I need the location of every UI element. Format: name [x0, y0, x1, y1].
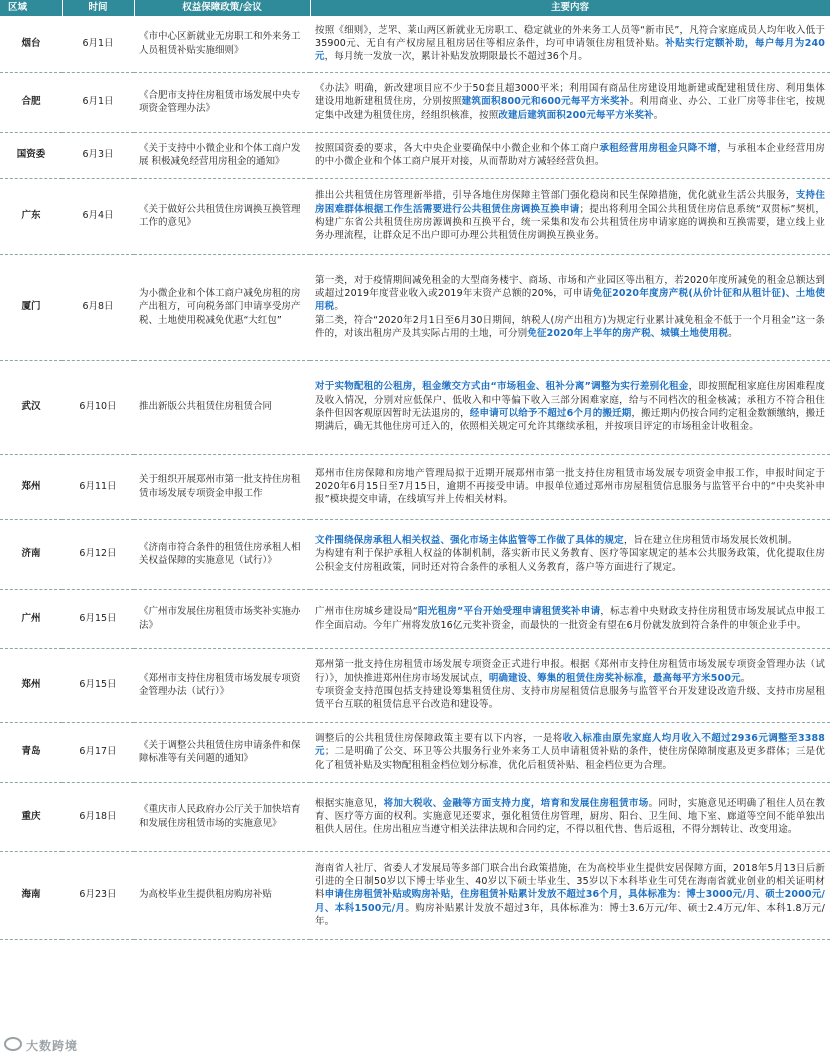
highlight-text: 支持住房困难群体根据工作生活需要进行公共租赁住房调换互换申请 [315, 190, 825, 215]
table-row [0, 178, 830, 254]
table-row [0, 519, 830, 589]
date-cell: 6月1日 [62, 16, 134, 72]
content-text: 。 [334, 301, 344, 313]
highlight-text: 改建后建筑面积200元每平方米奖补 [498, 109, 654, 121]
highlight-text: 将加大税收、金融等方面支持力度，培育和发展住房租赁市场 [383, 797, 649, 809]
content-cell [310, 454, 830, 519]
content-text: ，即按照配租家庭住房困难程度及收入情况，分别对应低保户、低收入和中等偏下收入三部分困难家庭，给与不同档次的租金核减；承租方不符合租住条件但因客观原因暂时无法退房的， [315, 381, 825, 419]
content-text: 根据实施意见， [315, 797, 384, 809]
content-text: 为构建有利于保护承租人权益的体制机制，落实新市民义务教育、医疗等国家规定的基本公共服务政策，优化提取住房公积金支付房租政策，同时还对符合条件的承租人义务教育，落户等方面进行了规定。 [315, 548, 825, 573]
content-text: ，与承租本企业经营用房的中小微企业和个体工商户展开对接，从而帮助对方减轻经营负担。 [315, 142, 825, 167]
date-cell: 6月10日 [62, 360, 134, 454]
content-text: 。 [653, 109, 664, 121]
table-row [0, 72, 830, 132]
content-cell [310, 178, 830, 254]
region-cell: 国资委 [0, 132, 62, 178]
highlight-text: 对于实物配租的公租房，租金缴交方式由“市场租金、租补分离”调整为实行差别化租金 [315, 381, 689, 393]
region-cell: 广州 [0, 589, 62, 648]
region-cell: 青岛 [0, 722, 62, 782]
content-cell [310, 16, 830, 72]
table-body [0, 16, 830, 939]
region-cell: 厦门 [0, 254, 62, 360]
date-cell: 6月23日 [62, 851, 134, 939]
highlight-text: 申请住房租赁补贴或购房补贴，住房租赁补贴累计发放不超过36个月，具体标准为：博士3000元/月、硕士2000元/月、本科1500元/月 [315, 889, 825, 914]
content-text: 广州市住房城乡建设局“ [315, 606, 418, 618]
region-cell: 重庆 [0, 782, 62, 851]
policy-cell: 推出新版公共租赁住房租赁合同 [134, 360, 310, 454]
highlight-text: 补贴实行定额补助，每户每月为240元 [315, 38, 825, 63]
content-cell [310, 722, 830, 782]
content-text: 调整后的公共租赁住房保障政策主要有以下内容，一是将 [315, 733, 563, 745]
highlight-text: 免征2020年上半年的房产税、城镇土地使用税 [527, 327, 729, 339]
policy-cell: 《郑州市支持住房租赁市场发展专项资金管理办法（试行）》 [134, 648, 310, 722]
table-row [0, 589, 830, 648]
policy-cell: 《重庆市人民政府办公厅关于加快培育和发展住房租赁市场的实施意见》 [134, 782, 310, 851]
content-text: 专项资金支持范围包括支持建设筹集租赁住房、支持市房屋租赁信息服务与监管平台开发建设改造升级、支持市房屋租赁平台互联的租赁信息平台改造和建设等。 [315, 686, 825, 711]
watermark-text: 大数跨境 [26, 1039, 79, 1053]
table-row [0, 16, 830, 72]
table-row [0, 851, 830, 939]
table-row [0, 782, 830, 851]
content-cell [310, 648, 830, 722]
highlight-text: 收入标准由原先家庭人均月收入不超过2936元调整至3388元 [315, 733, 825, 758]
date-cell: 6月12日 [62, 519, 134, 589]
content-text: 。购房补贴累计发放不超过3年，具体标准为：博士3.6万元/年、硕士2.4万元/年、本科1.8万元/年。 [315, 902, 825, 927]
region-cell: 广东 [0, 178, 62, 254]
highlight-text: 阳光租房”平台开始受理申请租赁奖补申请 [417, 606, 601, 618]
content-text: 郑州第一批支持住房租赁市场发展专项资金正式进行申报。根据《郑州市支持住房租赁市场发展专项资金管理办法（试行）》，加快推进郑州住房市场发展试点， [315, 659, 825, 684]
policy-cell: 为小微企业和个体工商户减免房租的房产出租方，可向税务部门申请享受房产税、土地使用税减免优惠“大红包” [134, 254, 310, 360]
date-cell: 6月15日 [62, 648, 134, 722]
content-text: 第二类，符合“2020年2月1日至6月30日期间，纳税人(房产出租方)为规定行业累计减免租金不低于一个月租金”这一条件的，对该出租房产及其实际占用的土地，可分别 [315, 314, 825, 339]
policy-cell: 为高校毕业生提供租房购房补贴 [134, 851, 310, 939]
content-cell [310, 851, 830, 939]
date-cell: 6月18日 [62, 782, 134, 851]
table-row [0, 254, 830, 360]
policy-cell: 《广州市发展住房租赁市场奖补实施办法》 [134, 589, 310, 648]
date-cell: 6月17日 [62, 722, 134, 782]
date-cell: 6月15日 [62, 589, 134, 648]
region-cell: 郑州 [0, 648, 62, 722]
watermark [4, 1037, 78, 1054]
policy-cell: 《关于调整公共租赁住房申请条件和保障标准等有关问题的通知》 [134, 722, 310, 782]
content-text: 《办法》明确，新改建项目应不少于50套且超3000平米；利用国有商品住房建设用地新建或配建租赁住房、利用集体建设用地新建租赁住房，分别按照 [315, 83, 825, 108]
region-cell: 烟台 [0, 16, 62, 72]
region-cell: 武汉 [0, 360, 62, 454]
content-text: 。同时，实施意见还明确了租住人员在教育、医疗等方面的权利。实施意见还要求，强化租赁住房管理，厨房、阳台、卫生间、地下室、廊道等空间不能单独出租供人居住。住房出租应当遵守相关法律法规和合同约定，不得以租代售、售后返租，不得分割转让、改变用途。 [315, 797, 825, 836]
header-date: 时间 [62, 0, 134, 16]
policy-cell: 关于组织开展郑州市第一批支持住房租赁市场发展专项资金申报工作 [134, 454, 310, 519]
content-text: ，旨在建立住房租赁市场发展长效机制。 [623, 535, 798, 547]
content-text: ；提出将利用全国公共租赁住房信息系统“双贯标”契机，构建广东省公共租赁住房房源调换和互换平台，统一采集和发布公共租赁住房申请家庭的调换和互换需要，建立线上业务办理流程，让群众足不出户即可办理公共租赁住房调换互换业务。 [315, 203, 825, 242]
content-text: 。 [740, 672, 751, 684]
table-header-row [0, 0, 830, 16]
content-cell [310, 589, 830, 648]
content-text: 推出公共租赁住房管理新举措，引导各地住房保障主管部门强化稳岗和民生保障措施，优化就业生活公共服务， [315, 190, 796, 202]
highlight-text: 文件围绕保房承租人相关权益、强化市场主体监管等工作做了具体的规定 [315, 535, 624, 547]
highlight-text: 经申请可以给予不超过6个月的搬迁期 [469, 408, 632, 419]
highlight-text: 承租经营用房租金只降不增 [599, 142, 718, 154]
header-policy: 权益保障政策/会议 [134, 0, 310, 16]
region-cell: 合肥 [0, 72, 62, 132]
content-cell [310, 519, 830, 589]
content-cell [310, 132, 830, 178]
header-content: 主要内容 [310, 0, 830, 16]
content-cell [310, 72, 830, 132]
region-cell: 海南 [0, 851, 62, 939]
highlight-text: 明确建设、筹集的租赁住房奖补标准，最高每平方米500元 [488, 672, 741, 684]
date-cell: 6月3日 [62, 132, 134, 178]
content-text: 第一类，对于疫情期间减免租金的大型商务楼宇、商场、市场和产业园区等出租方，若2020年度所减免的租金总额达到或超过2019年度营业收入或2019年末资产总额的20%，可申请 [315, 274, 825, 300]
content-text: ；二是明确了公交、环卫等公共服务行业外来务工人员申请租赁补贴的条件，使住房保障制度惠及更多群体；三是优化了租赁补贴及实物配租租金档位划分标准，优化后租赁补贴、租金档位更为合理。 [315, 746, 825, 771]
policy-cell: 《济南市符合条件的租赁住房承租人相关权益保障的实施意见（试行）》 [134, 519, 310, 589]
content-text: 。利用商业、办公、工业厂房等非住宅，按规定集中改建为租赁住房，经组织核准，按照 [315, 96, 825, 121]
content-text: 。 [728, 327, 738, 339]
highlight-text: 免征2020年度房产税(从价计征和从租计征)、土地使用税 [315, 288, 825, 313]
content-cell [310, 254, 830, 360]
table-row [0, 454, 830, 519]
content-text: 按照国资委的要求，各大中央企业要确保中小微企业和个体工商户 [315, 142, 600, 154]
policy-cell: 《关于做好公共租赁住房调换互换管理工作的意见》 [134, 178, 310, 254]
content-text: ，每月统一发放一次，累计补贴发放期限最长不超过36个月。 [324, 51, 588, 63]
date-cell: 6月11日 [62, 454, 134, 519]
highlight-text: 建筑面积800元和600元每平方米奖补 [461, 96, 630, 108]
date-cell: 6月8日 [62, 254, 134, 360]
content-text: ，搬迁期内仍按合同约定租金数额缴纳，搬迁期满后，确无其他住房可迁入的，依照相关规定可允许其继续承租，并按项目评定的市场租金计收租金。 [315, 408, 825, 433]
header-region: 区域 [0, 0, 62, 16]
content-cell [310, 360, 830, 454]
policy-cell: 《市中心区新就业无房职工和外来务工人员租赁补贴实施细则》 [134, 16, 310, 72]
table-row [0, 132, 830, 178]
content-text: ，标志着中央财政支持住房租赁市场发展试点申报工作全面启动。今年广州将发放16亿元奖补资金，而最快的一批资金有望在6月份就发放到符合条件的申领企业手中。 [315, 606, 825, 631]
brand-logo-icon [4, 1037, 22, 1051]
date-cell: 6月4日 [62, 178, 134, 254]
policy-cell: 《关于支持中小微企业和个体工商户发展 积极减免经营用房租金的通知》 [134, 132, 310, 178]
table-row [0, 648, 830, 722]
content-text: 郑州市住房保障和房地产管理局拟于近期开展郑州市第一批支持住房租赁市场发展专项资金申报工作，申报时间定于2020年6月15日至7月15日，逾期不再接受申请。申报单位通过郑州市房屋租赁信息服务与监管平台中的“中央奖补申报”模块提交申请，在线填写并上传相关材料。 [315, 467, 825, 506]
table-row [0, 722, 830, 782]
content-text: 按照《细则》，芝罘、莱山两区新就业无房职工、稳定就业的外来务工人员等“新市民”，凡符合家庭成员人均年收入低于35900元、无自有产权房屋且租房居住等相应条件，均可申请领住房租赁补贴。 [315, 24, 825, 50]
date-cell: 6月1日 [62, 72, 134, 132]
policy-cell: 《合肥市支持住房租赁市场发展中央专项资金管理办法》 [134, 72, 310, 132]
region-cell: 郑州 [0, 454, 62, 519]
table-row [0, 360, 830, 454]
content-cell [310, 782, 830, 851]
region-cell: 济南 [0, 519, 62, 589]
content-text: 海南省人社厅、省委人才发展局等多部门联合出台政策措施，在为高校毕业生提供安居保障方面，2018年5月13日后新引进的全日制50岁以下博士毕业生、40岁以下硕士毕业生、35岁以下本科毕业生可凭在海南省就业创业的相关证明材料 [315, 862, 825, 901]
